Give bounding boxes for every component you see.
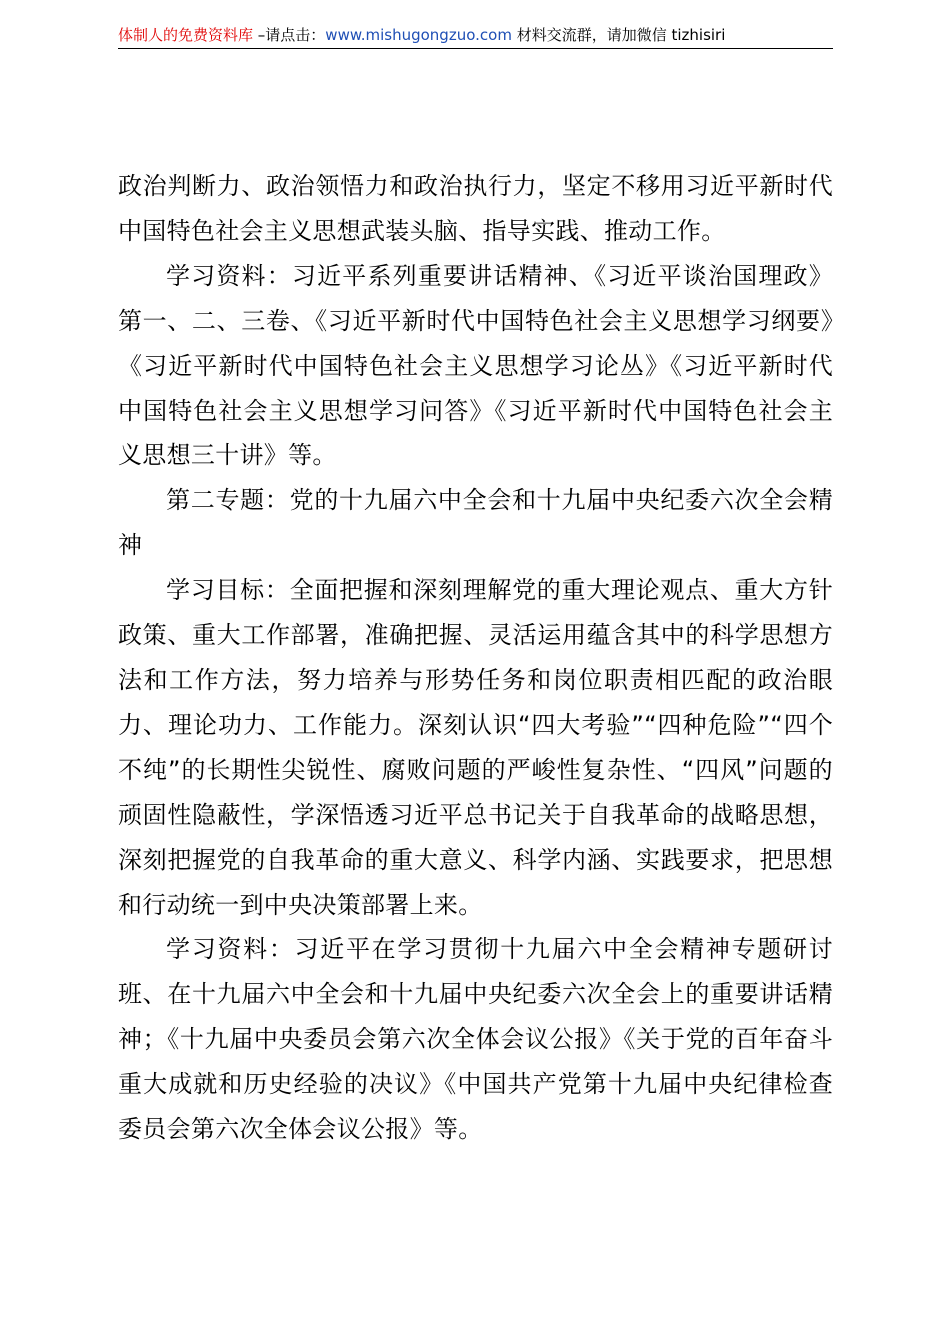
paragraph-continuation: 政治判断力、政治领悟力和政治执行力，坚定不移用习近平新时代中国特色社会主义思想武装头脑、指导实践、推动工作。 (118, 172, 833, 245)
header-suffix: 材料交流群，请加微信 tizhisiri (511, 26, 726, 44)
paragraph-topic-heading: 第二专题：党的十九届六中全会和十九届中央纪委六次全会精神 (118, 486, 833, 560)
paragraph-study-materials-2: 学习资料：习近平在学习贯彻十九届六中全会精神专题研讨班、在十九届六中全会和十九届中央纪委六次全会上的重要讲话精神；《十九届中央委员会第六次全体会议公报》《关于党的百年奋斗重大成就和历史经验的决议》《中国共产党第十九届中央纪律检查委员会第六次全体会议公报》等。 (118, 935, 833, 1144)
document-body (118, 164, 833, 1152)
header-prompt: –请点击： (253, 26, 326, 44)
paragraph-study-goals: 学习目标：全面把握和深刻理解党的重大理论观点、重大方针政策、重大工作部署，准确把握、灵活运用蕴含其中的科学思想方法和工作方法，努力培养与形势任务和岗位职责相匹配的政治眼力、理论功力、工作能力。深刻认识“四大考验”“四种危险”“四个不纯”的长期性尖锐性、腐败问题的严峻性复杂性、“四风”问题的顽固性隐蔽性，学深悟透习近平总书记关于自我革命的战略思想，深刻把握党的自我革命的重大意义、科学内涵、实践要求，把思想和行动统一到中央决策部署上来。 (118, 576, 833, 919)
page-header (118, 24, 833, 49)
paragraph-study-materials-1: 学习资料：习近平系列重要讲话精神、《习近平谈治国理政》第一、二、三卷、《习近平新时代中国特色社会主义思想学习纲要》《习近平新时代中国特色社会主义思想学习论丛》《习近平新时代中国特色社会主义思想学习问答》《习近平新时代中国特色社会主义思想三十讲》等。 (118, 261, 833, 470)
header-url-link[interactable]: www.mishugongzuo.com (325, 26, 512, 44)
header-brand: 体制人的免费资料库 (118, 26, 254, 44)
